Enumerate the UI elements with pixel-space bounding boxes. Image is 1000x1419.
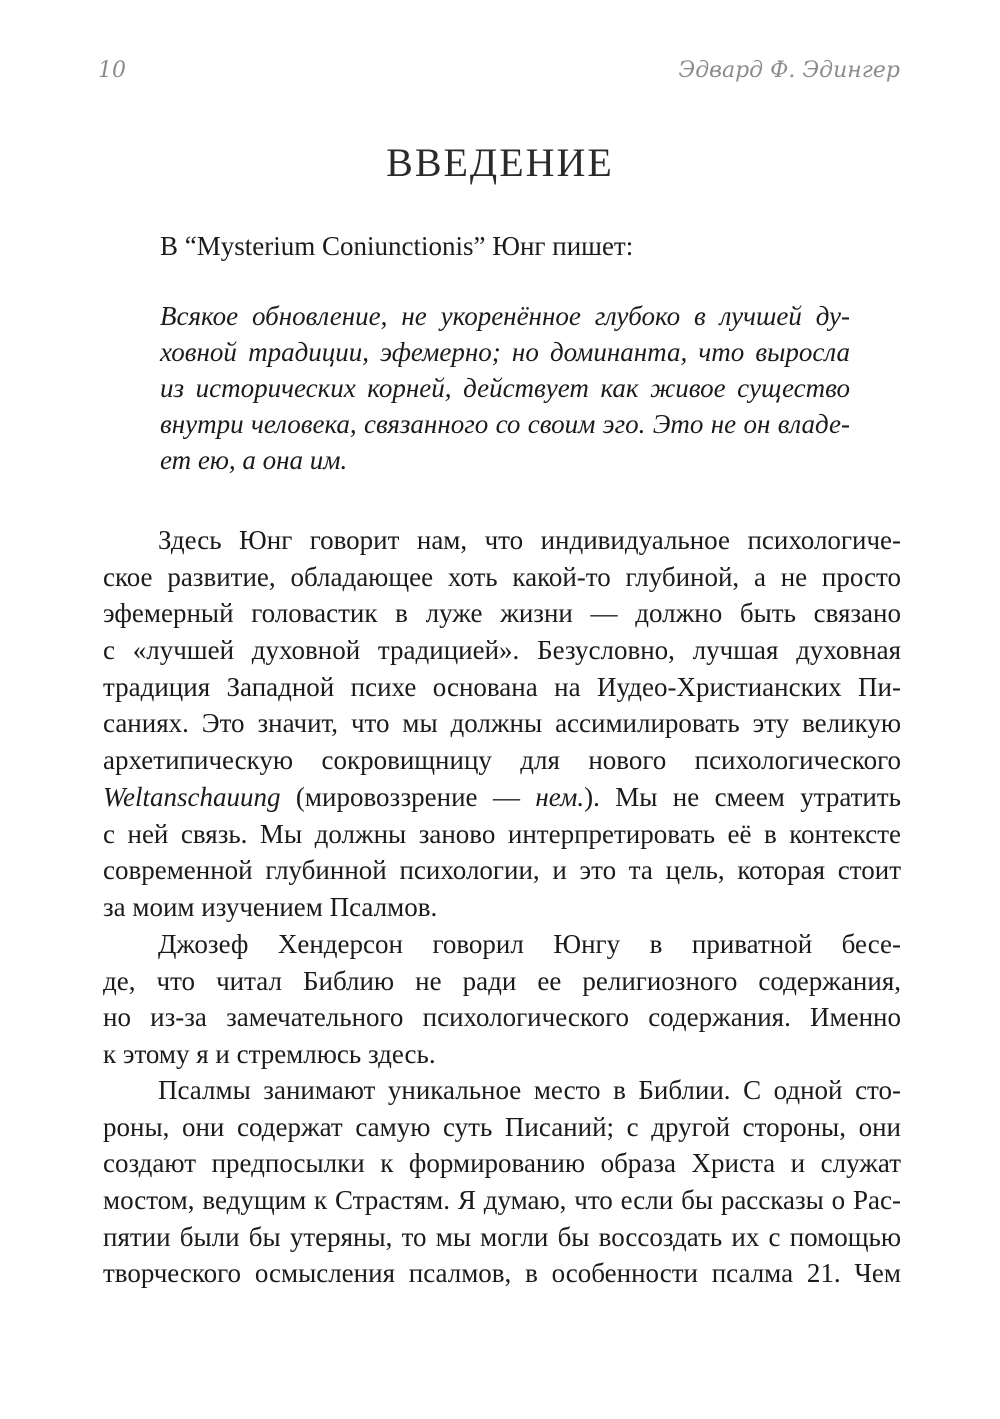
paragraph-line: но из-за замечательного психологического содержания. Именно <box>103 1002 901 1033</box>
paragraph-3 <box>103 1072 901 1292</box>
paragraph-line: создают предпосылки к формированию образа Христа и служат <box>103 1148 901 1179</box>
foreign-term: Weltanschauung <box>103 781 281 812</box>
page-number: 10 <box>98 58 126 83</box>
paragraph-line: эфемерный головастик в луже жизни — должно быть связано <box>103 598 901 629</box>
paragraph-line: творческого осмысления псалмов, в особенности псалма 21. Чем <box>103 1258 901 1289</box>
paragraph-1 <box>103 522 901 926</box>
paragraph-line: ское развитие, обладающее хоть какой-то глубиной, а не просто <box>103 561 901 592</box>
paragraph-line: Псалмы занимают уникальное место в Библии. С одной сто- <box>158 1075 901 1105</box>
paragraph-line: роны, они содержат самую суть Писаний; с другой стороны, они <box>103 1111 901 1142</box>
paragraph-line-mixed <box>103 779 901 816</box>
paragraph-line: архетипическую сокровищницу для нового психологического <box>103 745 901 776</box>
paragraph-line: с ней связь. Мы должны заново интерпретировать её в контексте <box>103 818 901 849</box>
paragraph-line: саниях. Это значит, что мы должны ассимилировать эту великую <box>103 708 901 739</box>
paragraph-line: современной глубинной психологии, и это та цель, которая стоит <box>103 855 901 886</box>
paragraph-text: (мировоззрение — <box>280 781 536 812</box>
chapter-title: ВВЕДЕНИЕ <box>386 139 614 185</box>
paragraph-2 <box>103 926 901 1073</box>
paragraph-line: традиция Западной психе основана на Иудео-Христианских Пи- <box>103 671 901 702</box>
paragraph-line: к этому я и стремлюсь здесь. <box>103 1039 436 1070</box>
quote-line: ховной традиции, эфемерно; но доминанта, что выросла <box>160 337 850 367</box>
paragraph-line: де, что читал Библию не ради ее религиозного содержания, <box>103 965 901 996</box>
quote-line: Всякое обновление, не укоренённое глубоко в лучшей ду- <box>160 301 850 331</box>
quote-line: внутри человека, связанного со своим эго. Это не он владе- <box>160 409 850 439</box>
quote-line: из исторических корней, действует как живое существо <box>160 373 850 403</box>
paragraph-text: ). Мы не смеем утратить <box>584 781 901 812</box>
paragraph-line: за моим изучением Псалмов. <box>103 891 438 922</box>
paragraph-line: Здесь Юнг говорит нам, что индивидуальное психологиче- <box>158 525 901 555</box>
block-quote <box>160 298 850 478</box>
paragraph-line: пятии были бы утеряны, то мы могли бы воссоздать их с помощью <box>103 1221 901 1252</box>
paragraph-line: мостом, ведущим к Страстям. Я думаю, что если бы рассказы о Рас- <box>103 1185 901 1216</box>
language-note: нем. <box>535 781 585 812</box>
intro-line: В “Mysterium Coniunctionis” Юнг пишет: <box>160 231 634 261</box>
running-title: Эдвард Ф. Эдингер <box>678 58 900 83</box>
paragraph-line: с «лучшей духовной традицией». Безусловно, лучшая духовная <box>103 635 901 666</box>
paragraph-line: Джозеф Хендерсон говорил Юнгу в приватной бесе- <box>158 929 901 959</box>
quote-line: ет ею, а она им. <box>160 445 348 475</box>
